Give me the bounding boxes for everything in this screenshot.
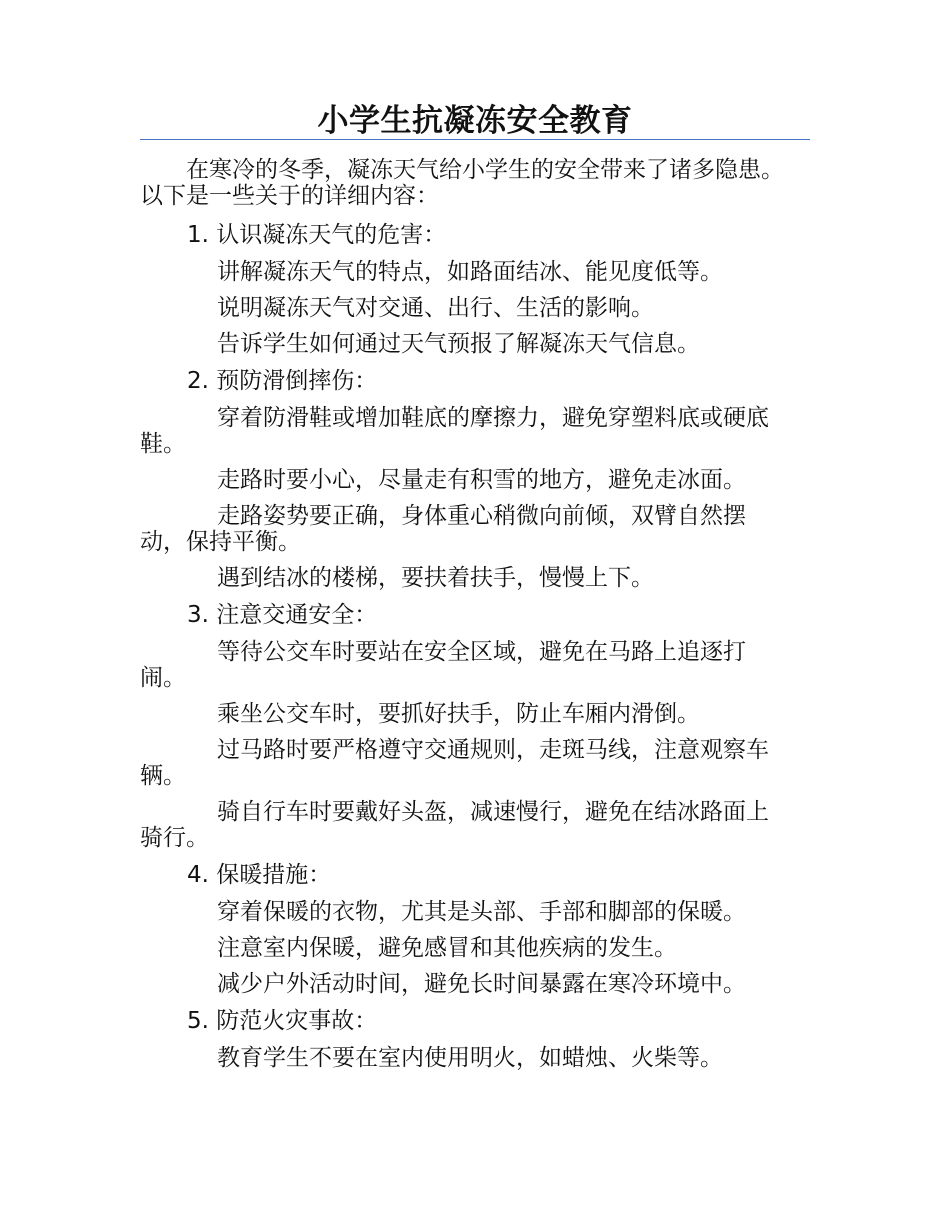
section-heading-5: 5. 防范火灾事故： — [187, 1008, 378, 1034]
section-3-item-3: 过马路时要严格遵守交通规则，走斑马线，注意观察车辆。 — [140, 737, 769, 789]
document-title: 小学生抗凝冻安全教育 — [317, 103, 633, 139]
section-heading-2: 2. 预防滑倒摔伤： — [187, 368, 378, 394]
section-2-item-3: 走路姿势要正确，身体重心稍微向前倾，双臂自然摆动，保持平衡。 — [140, 503, 746, 555]
section-heading-4: 4. 保暖措施： — [187, 862, 332, 888]
section-4-item-1: 穿着保暖的衣物，尤其是头部、手部和脚部的保暖。 — [217, 899, 746, 925]
section-heading-3: 3. 注意交通安全： — [187, 602, 378, 628]
section-4-item-2: 注意室内保暖，避免感冒和其他疾病的发生。 — [217, 935, 677, 961]
section-3-item-4: 骑自行车时要戴好头盔，减速慢行，避免在结冰路面上骑行。 — [140, 799, 769, 851]
section-heading-1: 1. 认识凝冻天气的危害： — [187, 222, 447, 248]
section-1-item-3: 告诉学生如何通过天气预报了解凝冻天气信息。 — [217, 331, 700, 357]
section-1-item-2: 说明凝冻天气对交通、出行、生活的影响。 — [217, 295, 654, 321]
document-body — [140, 157, 790, 1071]
section-5-item-1: 教育学生不要在室内使用明火，如蜡烛、火柴等。 — [217, 1045, 723, 1071]
section-4-item-3: 减少户外活动时间，避免长时间暴露在寒冷环境中。 — [217, 971, 746, 997]
section-3-item-1: 等待公交车时要站在安全区域，避免在马路上追逐打闹。 — [140, 639, 746, 691]
section-2-item-2: 走路时要小心，尽量走有积雪的地方，避免走冰面。 — [217, 467, 746, 493]
intro-paragraph: 在寒冷的冬季，凝冻天气给小学生的安全带来了诸多隐患。以下是一些关于的详细内容： — [140, 157, 784, 209]
section-1-item-1: 讲解凝冻天气的特点，如路面结冰、能见度低等。 — [217, 259, 723, 285]
section-2-item-1: 穿着防滑鞋或增加鞋底的摩擦力，避免穿塑料底或硬底鞋。 — [140, 405, 769, 457]
title-underline — [140, 139, 810, 140]
section-2-item-4: 遇到结冰的楼梯，要扶着扶手，慢慢上下。 — [217, 565, 654, 591]
section-3-item-2: 乘坐公交车时，要抓好扶手，防止车厢内滑倒。 — [217, 701, 700, 727]
